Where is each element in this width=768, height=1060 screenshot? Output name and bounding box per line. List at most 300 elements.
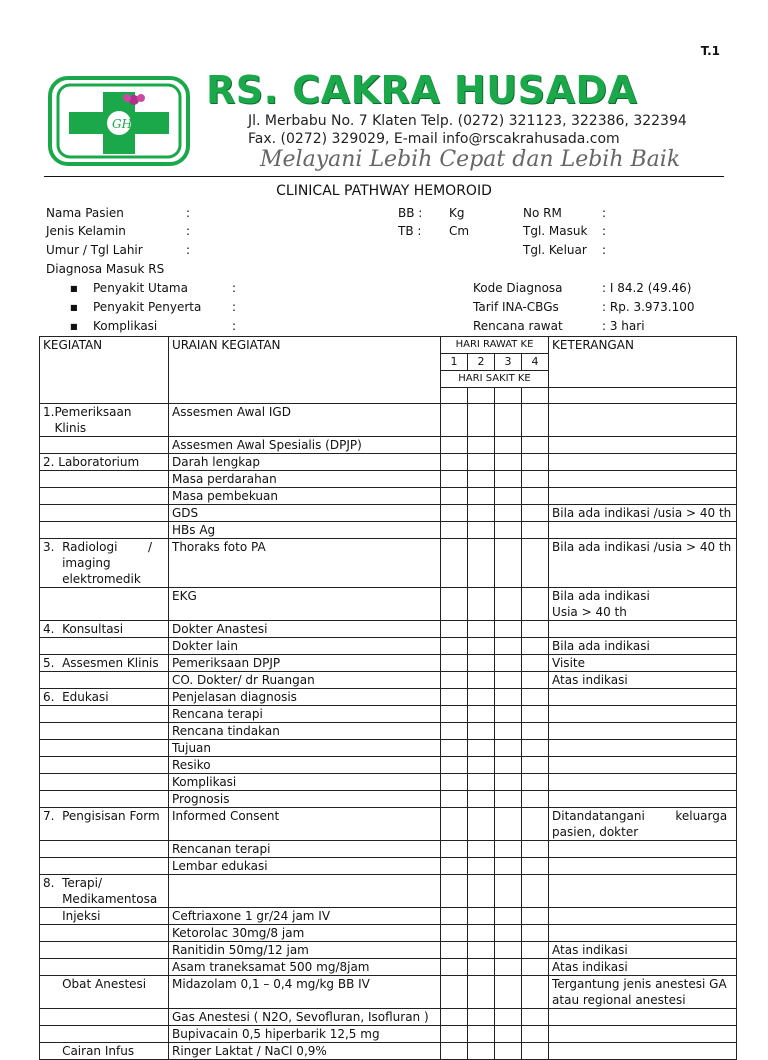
- day-checkbox-cell[interactable]: [522, 706, 549, 723]
- keterangan-cell: Bila ada indikasi Usia > 40 th: [549, 588, 737, 621]
- colon: :: [602, 224, 607, 238]
- motto: Melayani Lebih Cepat dan Lebih Baik: [260, 147, 681, 172]
- day-cell[interactable]: [522, 388, 549, 404]
- day-checkbox-cell[interactable]: [495, 791, 522, 808]
- day-checkbox-cell[interactable]: [441, 522, 468, 539]
- kegiatan-cell: 1.Pemeriksaan Klinis: [40, 404, 169, 437]
- day-checkbox-cell[interactable]: [495, 959, 522, 976]
- value-rencana-rawat: : 3 hari: [602, 319, 645, 333]
- uraian-cell: Pemeriksaan DPJP: [169, 655, 441, 672]
- kegiatan-cell: [40, 925, 169, 942]
- day-checkbox-cell[interactable]: [495, 505, 522, 522]
- day-checkbox-cell[interactable]: [441, 740, 468, 757]
- kegiatan-cell: Injeksi: [40, 908, 169, 925]
- uraian-cell: Ceftriaxone 1 gr/24 jam IV: [169, 908, 441, 925]
- day-checkbox-cell[interactable]: [441, 841, 468, 858]
- day-checkbox-cell[interactable]: [441, 505, 468, 522]
- kegiatan-cell: [40, 774, 169, 791]
- day-checkbox-cell[interactable]: [495, 774, 522, 791]
- day-checkbox-cell[interactable]: [468, 404, 495, 437]
- day-checkbox-cell[interactable]: [522, 689, 549, 706]
- keterangan-cell: Bila ada indikasi /usia > 40 th: [549, 539, 737, 588]
- uraian-cell: Tujuan: [169, 740, 441, 757]
- day-checkbox-cell[interactable]: [468, 841, 495, 858]
- keterangan-cell: Atas indikasi: [549, 672, 737, 689]
- day-header: 4: [522, 354, 549, 371]
- day-checkbox-cell[interactable]: [522, 505, 549, 522]
- kegiatan-cell: 7. Pengisisan Form: [40, 808, 169, 841]
- uraian-cell: Gas Anestesi ( N2O, Sevofluran, Isofluran ): [169, 1009, 441, 1026]
- keterangan-cell: [549, 908, 737, 925]
- day-checkbox-cell[interactable]: [495, 1026, 522, 1043]
- day-checkbox-cell[interactable]: [441, 976, 468, 1009]
- day-checkbox-cell[interactable]: [468, 808, 495, 841]
- uraian-cell: Informed Consent: [169, 808, 441, 841]
- uraian-cell: Resiko: [169, 757, 441, 774]
- day-checkbox-cell[interactable]: [522, 808, 549, 841]
- kegiatan-cell: [40, 791, 169, 808]
- label-tb: TB :: [398, 224, 422, 238]
- keterangan-cell: [549, 488, 737, 505]
- keterangan-cell: [549, 723, 737, 740]
- keterangan-cell: [549, 621, 737, 638]
- day-checkbox-cell[interactable]: [468, 454, 495, 471]
- label-no-rm: No RM: [523, 206, 562, 220]
- day-checkbox-cell[interactable]: [468, 858, 495, 875]
- day-checkbox-cell[interactable]: [495, 875, 522, 908]
- day-checkbox-cell[interactable]: [441, 908, 468, 925]
- day-checkbox-cell[interactable]: [441, 404, 468, 437]
- day-checkbox-cell[interactable]: [468, 774, 495, 791]
- keterangan-cell: [549, 689, 737, 706]
- day-checkbox-cell[interactable]: [468, 638, 495, 655]
- keterangan-cell: Bila ada indikasi /usia > 40 th: [549, 505, 737, 522]
- table-row: [40, 740, 737, 757]
- hospital-logo: [48, 76, 190, 166]
- day-checkbox-cell[interactable]: [495, 588, 522, 621]
- day-checkbox-cell[interactable]: [441, 454, 468, 471]
- day-checkbox-cell[interactable]: [522, 925, 549, 942]
- day-checkbox-cell[interactable]: [441, 621, 468, 638]
- day-checkbox-cell[interactable]: [495, 925, 522, 942]
- day-checkbox-cell[interactable]: [441, 858, 468, 875]
- kegiatan-cell: Cairan Infus: [40, 1043, 169, 1060]
- kegiatan-cell: Obat Anestesi: [40, 976, 169, 1009]
- day-checkbox-cell[interactable]: [495, 908, 522, 925]
- day-checkbox-cell[interactable]: [495, 539, 522, 588]
- day-checkbox-cell[interactable]: [441, 1026, 468, 1043]
- colon: :: [232, 281, 237, 295]
- keterangan-cell: [549, 858, 737, 875]
- day-checkbox-cell[interactable]: [495, 454, 522, 471]
- label-tgl-keluar: Tgl. Keluar: [523, 243, 587, 257]
- table-row: [40, 774, 737, 791]
- day-checkbox-cell[interactable]: [441, 1043, 468, 1060]
- day-header: 2: [468, 354, 495, 371]
- day-checkbox-cell[interactable]: [522, 404, 549, 437]
- kegiatan-cell: [40, 706, 169, 723]
- day-checkbox-cell[interactable]: [441, 791, 468, 808]
- day-checkbox-cell[interactable]: [468, 621, 495, 638]
- day-checkbox-cell[interactable]: [495, 437, 522, 454]
- day-checkbox-cell[interactable]: [522, 1026, 549, 1043]
- uraian-cell: Masa perdarahan: [169, 471, 441, 488]
- day-checkbox-cell[interactable]: [495, 706, 522, 723]
- day-checkbox-cell[interactable]: [522, 858, 549, 875]
- table-row: [40, 505, 737, 522]
- keterangan-cell: [549, 454, 737, 471]
- keterangan-cell: [549, 791, 737, 808]
- keterangan-cell: [549, 925, 737, 942]
- day-checkbox-cell[interactable]: [522, 437, 549, 454]
- label-diagnosa-masuk: Diagnosa Masuk RS: [46, 262, 165, 276]
- keterangan-cell: Ditandatangani keluarga pasien, dokter: [549, 808, 737, 841]
- day-cell[interactable]: [495, 388, 522, 404]
- day-header: 3: [495, 354, 522, 371]
- keterangan-cell: [549, 522, 737, 539]
- table-row: [40, 488, 737, 505]
- day-header: 1: [441, 354, 468, 371]
- keterangan-cell: [549, 740, 737, 757]
- label-penyakit-penyerta: Penyakit Penyerta: [93, 300, 202, 314]
- keterangan-cell: [549, 471, 737, 488]
- keterangan-cell: [549, 774, 737, 791]
- label-bb: BB :: [398, 206, 423, 220]
- keterangan-cell: [549, 1043, 737, 1060]
- table-row: [40, 1043, 737, 1060]
- table-row: [40, 638, 737, 655]
- kegiatan-cell: [40, 942, 169, 959]
- table-row: [40, 791, 737, 808]
- table-row: [40, 706, 737, 723]
- uraian-cell: EKG: [169, 588, 441, 621]
- day-checkbox-cell[interactable]: [468, 723, 495, 740]
- day-checkbox-cell[interactable]: [468, 689, 495, 706]
- day-checkbox-cell[interactable]: [522, 672, 549, 689]
- uraian-cell: Penjelasan diagnosis: [169, 689, 441, 706]
- day-checkbox-cell[interactable]: [495, 740, 522, 757]
- hospital-name: RS. CAKRA HUSADA: [206, 68, 638, 112]
- table-row: [40, 757, 737, 774]
- day-checkbox-cell[interactable]: [522, 588, 549, 621]
- day-checkbox-cell[interactable]: [522, 621, 549, 638]
- day-checkbox-cell[interactable]: [495, 689, 522, 706]
- unit-cm: Cm: [449, 224, 470, 238]
- keterangan-cell: Visite: [549, 655, 737, 672]
- table-row: [40, 1009, 737, 1026]
- kegiatan-cell: [40, 1026, 169, 1043]
- uraian-cell: Bupivacain 0,5 hiperbarik 12,5 mg: [169, 1026, 441, 1043]
- uraian-cell: Thoraks foto PA: [169, 539, 441, 588]
- day-checkbox-cell[interactable]: [441, 655, 468, 672]
- day-checkbox-cell[interactable]: [522, 774, 549, 791]
- kegiatan-cell: [40, 672, 169, 689]
- day-checkbox-cell[interactable]: [468, 908, 495, 925]
- day-checkbox-cell[interactable]: [441, 875, 468, 908]
- keterangan-cell: Tergantung jenis anestesi GA atau regional anestesi: [549, 976, 737, 1009]
- keterangan-cell: [549, 1026, 737, 1043]
- day-checkbox-cell[interactable]: [522, 522, 549, 539]
- day-checkbox-cell[interactable]: [495, 638, 522, 655]
- day-cell[interactable]: [441, 388, 468, 404]
- uraian-cell: Midazolam 0,1 – 0,4 mg/kg BB IV: [169, 976, 441, 1009]
- pathway-table: [39, 336, 737, 1060]
- value-kode-diagnosa: : I 84.2 (49.46): [602, 281, 692, 295]
- uraian-cell: Masa pembekuan: [169, 488, 441, 505]
- label-tarif: Tarif INA-CBGs: [473, 300, 559, 314]
- kegiatan-cell: [40, 1009, 169, 1026]
- day-checkbox-cell[interactable]: [522, 539, 549, 588]
- colon: :: [186, 243, 191, 257]
- day-checkbox-cell[interactable]: [468, 471, 495, 488]
- kegiatan-cell: [40, 471, 169, 488]
- day-checkbox-cell[interactable]: [495, 858, 522, 875]
- day-checkbox-cell[interactable]: [441, 959, 468, 976]
- day-checkbox-cell[interactable]: [522, 976, 549, 1009]
- table-row: [40, 621, 737, 638]
- day-checkbox-cell[interactable]: [495, 723, 522, 740]
- day-checkbox-cell[interactable]: [522, 1043, 549, 1060]
- colon: :: [186, 206, 191, 220]
- day-checkbox-cell[interactable]: [522, 875, 549, 908]
- day-checkbox-cell[interactable]: [522, 454, 549, 471]
- uraian-cell: HBs Ag: [169, 522, 441, 539]
- keterangan-cell: [549, 875, 737, 908]
- day-checkbox-cell[interactable]: [522, 942, 549, 959]
- day-checkbox-cell[interactable]: [495, 942, 522, 959]
- day-checkbox-cell[interactable]: [495, 488, 522, 505]
- day-checkbox-cell[interactable]: [468, 757, 495, 774]
- day-checkbox-cell[interactable]: [522, 471, 549, 488]
- kegiatan-cell: [40, 841, 169, 858]
- uraian-cell: GDS: [169, 505, 441, 522]
- kegiatan-cell: 3. Radiologi / imaging elektromedik: [40, 539, 169, 588]
- uraian-cell: CO. Dokter/ dr Ruangan: [169, 672, 441, 689]
- day-checkbox-cell[interactable]: [468, 925, 495, 942]
- colon: :: [232, 300, 237, 314]
- table-row: [40, 672, 737, 689]
- day-checkbox-cell[interactable]: [522, 723, 549, 740]
- label-nama-pasien: Nama Pasien: [46, 206, 124, 220]
- day-checkbox-cell[interactable]: [441, 925, 468, 942]
- form-code: T.1: [700, 44, 720, 58]
- table-row: [40, 976, 737, 1009]
- day-checkbox-cell[interactable]: [522, 841, 549, 858]
- uraian-cell: Assesmen Awal Spesialis (DPJP): [169, 437, 441, 454]
- table-row: [40, 959, 737, 976]
- address-line-2: Fax. (0272) 329029, E-mail info@rscakrahusada.com: [248, 131, 620, 147]
- day-checkbox-cell[interactable]: [495, 841, 522, 858]
- day-checkbox-cell[interactable]: [522, 959, 549, 976]
- header-kegiatan: KEGIATAN: [40, 337, 169, 404]
- colon: :: [232, 319, 237, 333]
- kegiatan-cell: [40, 757, 169, 774]
- day-checkbox-cell[interactable]: [495, 976, 522, 1009]
- day-checkbox-cell[interactable]: [522, 655, 549, 672]
- day-checkbox-cell[interactable]: [495, 1009, 522, 1026]
- keterangan-cell: Atas indikasi: [549, 942, 737, 959]
- uraian-cell: Rencanan terapi: [169, 841, 441, 858]
- kegiatan-cell: 6. Edukasi: [40, 689, 169, 706]
- keterangan-cell: [549, 1009, 737, 1026]
- day-checkbox-cell[interactable]: [468, 976, 495, 1009]
- kegiatan-cell: 5. Assesmen Klinis: [40, 655, 169, 672]
- kegiatan-cell: [40, 740, 169, 757]
- bullet-icon: ■: [70, 303, 78, 312]
- address-line-1: Jl. Merbabu No. 7 Klaten Telp. (0272) 321123, 322386, 322394: [248, 113, 687, 129]
- uraian-cell: Darah lengkap: [169, 454, 441, 471]
- day-checkbox-cell[interactable]: [441, 638, 468, 655]
- bullet-icon: ■: [70, 284, 78, 293]
- day-checkbox-cell[interactable]: [441, 488, 468, 505]
- keterangan-cell: Atas indikasi: [549, 959, 737, 976]
- day-checkbox-cell[interactable]: [468, 959, 495, 976]
- day-checkbox-cell[interactable]: [468, 655, 495, 672]
- day-checkbox-cell[interactable]: [495, 672, 522, 689]
- day-cell[interactable]: [468, 388, 495, 404]
- header-keterangan: KETERANGAN: [549, 337, 737, 388]
- day-checkbox-cell[interactable]: [441, 539, 468, 588]
- day-checkbox-cell[interactable]: [441, 672, 468, 689]
- uraian-cell: Prognosis: [169, 791, 441, 808]
- day-checkbox-cell[interactable]: [441, 808, 468, 841]
- day-checkbox-cell[interactable]: [468, 875, 495, 908]
- day-checkbox-cell[interactable]: [495, 1043, 522, 1060]
- kegiatan-cell: 8. Terapi/ Medikamentosa: [40, 875, 169, 908]
- day-checkbox-cell[interactable]: [522, 791, 549, 808]
- day-checkbox-cell[interactable]: [495, 757, 522, 774]
- day-checkbox-cell[interactable]: [495, 522, 522, 539]
- colon: :: [602, 206, 607, 220]
- kegiatan-cell: [40, 723, 169, 740]
- table-row: [40, 858, 737, 875]
- uraian-cell: Dokter Anastesi: [169, 621, 441, 638]
- day-checkbox-cell[interactable]: [522, 488, 549, 505]
- day-checkbox-cell[interactable]: [468, 505, 495, 522]
- keterangan-cell: [549, 757, 737, 774]
- bullet-icon: ■: [70, 322, 78, 331]
- svg-text:GH: GH: [112, 117, 133, 131]
- uraian-cell: Komplikasi: [169, 774, 441, 791]
- day-checkbox-cell[interactable]: [468, 706, 495, 723]
- day-checkbox-cell[interactable]: [522, 757, 549, 774]
- day-checkbox-cell[interactable]: [468, 942, 495, 959]
- day-checkbox-cell[interactable]: [522, 740, 549, 757]
- table-row: [40, 689, 737, 706]
- colon: :: [602, 243, 607, 257]
- day-checkbox-cell[interactable]: [468, 522, 495, 539]
- day-checkbox-cell[interactable]: [495, 808, 522, 841]
- table-row: [40, 454, 737, 471]
- day-checkbox-cell[interactable]: [468, 791, 495, 808]
- keterangan-cell[interactable]: [549, 388, 737, 404]
- day-checkbox-cell[interactable]: [441, 723, 468, 740]
- day-checkbox-cell[interactable]: [522, 638, 549, 655]
- value-tarif: : Rp. 3.973.100: [602, 300, 695, 314]
- uraian-cell: Rencana tindakan: [169, 723, 441, 740]
- label-umur: Umur / Tgl Lahir: [46, 243, 143, 257]
- label-rencana-rawat: Rencana rawat: [473, 319, 563, 333]
- header-uraian: URAIAN KEGIATAN: [169, 337, 441, 404]
- day-checkbox-cell[interactable]: [468, 539, 495, 588]
- table-row: [40, 841, 737, 858]
- header-hari-sakit: HARI SAKIT KE: [441, 371, 549, 388]
- day-checkbox-cell[interactable]: [468, 1026, 495, 1043]
- day-checkbox-cell[interactable]: [495, 621, 522, 638]
- day-checkbox-cell[interactable]: [441, 689, 468, 706]
- table-row: [40, 471, 737, 488]
- label-jenis-kelamin: Jenis Kelamin: [46, 224, 126, 238]
- day-checkbox-cell[interactable]: [441, 774, 468, 791]
- uraian-cell: Asam traneksamat 500 mg/8jam: [169, 959, 441, 976]
- day-checkbox-cell[interactable]: [468, 740, 495, 757]
- page-title: CLINICAL PATHWAY HEMOROID: [276, 183, 492, 199]
- table-row: [40, 1026, 737, 1043]
- uraian-cell: Rencana terapi: [169, 706, 441, 723]
- table-row: [40, 437, 737, 454]
- day-checkbox-cell[interactable]: [441, 942, 468, 959]
- day-checkbox-cell[interactable]: [441, 757, 468, 774]
- header-divider: [44, 176, 724, 177]
- day-checkbox-cell[interactable]: [495, 471, 522, 488]
- table-row: [40, 404, 737, 437]
- table-row: [40, 723, 737, 740]
- unit-kg: Kg: [449, 206, 465, 220]
- table-row: [40, 522, 737, 539]
- day-checkbox-cell[interactable]: [441, 1009, 468, 1026]
- day-checkbox-cell[interactable]: [468, 1009, 495, 1026]
- uraian-cell: Dokter lain: [169, 638, 441, 655]
- uraian-cell: Assesmen Awal IGD: [169, 404, 441, 437]
- day-checkbox-cell[interactable]: [441, 437, 468, 454]
- day-checkbox-cell[interactable]: [468, 672, 495, 689]
- header-hari-rawat: HARI RAWAT KE: [441, 337, 549, 354]
- keterangan-cell: [549, 437, 737, 454]
- keterangan-cell: [549, 404, 737, 437]
- day-checkbox-cell[interactable]: [522, 1009, 549, 1026]
- kegiatan-cell: 2. Laboratorium: [40, 454, 169, 471]
- day-checkbox-cell[interactable]: [522, 908, 549, 925]
- uraian-cell: Lembar edukasi: [169, 858, 441, 875]
- kegiatan-cell: [40, 522, 169, 539]
- kegiatan-cell: [40, 588, 169, 621]
- day-checkbox-cell[interactable]: [468, 488, 495, 505]
- day-checkbox-cell[interactable]: [441, 706, 468, 723]
- table-row: [40, 942, 737, 959]
- keterangan-cell: [549, 841, 737, 858]
- day-checkbox-cell[interactable]: [468, 437, 495, 454]
- day-checkbox-cell[interactable]: [441, 588, 468, 621]
- kegiatan-cell: [40, 488, 169, 505]
- day-checkbox-cell[interactable]: [495, 655, 522, 672]
- table-row: [40, 539, 737, 588]
- table-row: [40, 925, 737, 942]
- uraian-cell: Ketorolac 30mg/8 jam: [169, 925, 441, 942]
- label-penyakit-utama: Penyakit Utama: [93, 281, 188, 295]
- day-checkbox-cell[interactable]: [468, 1043, 495, 1060]
- day-checkbox-cell[interactable]: [441, 471, 468, 488]
- kegiatan-cell: [40, 858, 169, 875]
- uraian-cell: Ranitidin 50mg/12 jam: [169, 942, 441, 959]
- kegiatan-cell: [40, 505, 169, 522]
- table-row: [40, 875, 737, 908]
- label-komplikasi: Komplikasi: [93, 319, 158, 333]
- day-checkbox-cell[interactable]: [468, 588, 495, 621]
- label-kode-diagnosa: Kode Diagnosa: [473, 281, 563, 295]
- day-checkbox-cell[interactable]: [495, 404, 522, 437]
- keterangan-cell: [549, 706, 737, 723]
- label-tgl-masuk: Tgl. Masuk: [523, 224, 588, 238]
